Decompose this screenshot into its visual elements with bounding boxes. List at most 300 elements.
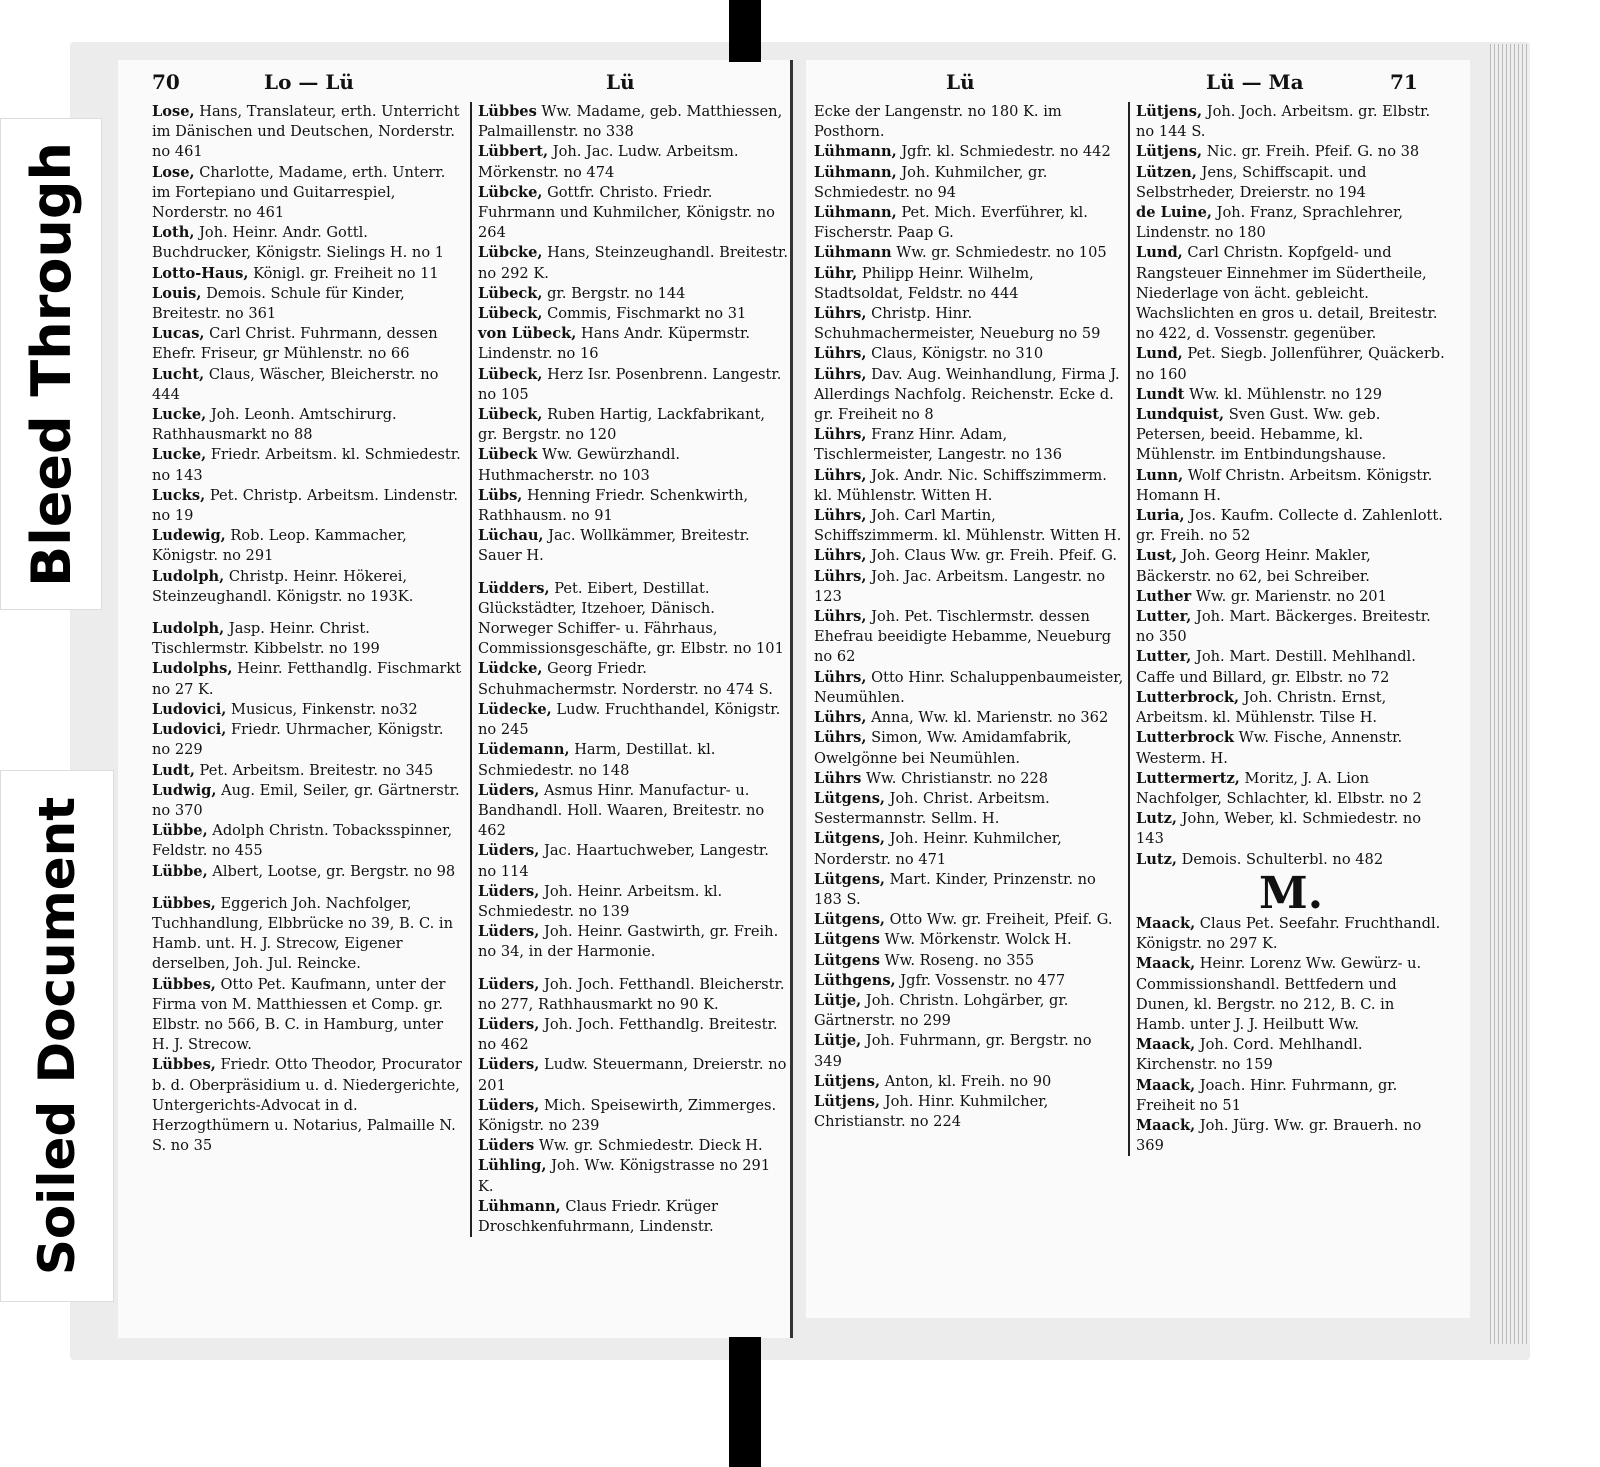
entry-details: Moritz, J. A. Lion Nachfolger, Schlachter, kl. Elbstr. no 2 <box>1136 769 1422 807</box>
entry-surname: Lose, <box>152 103 195 120</box>
entry-surname: Lübbes, <box>152 1056 216 1074</box>
entry-surname: Lübbert, <box>478 143 549 161</box>
directory-entry <box>1136 405 1446 466</box>
entry-details: Anton, kl. Freih. no 90 <box>884 1072 1052 1090</box>
directory-entry <box>152 102 462 163</box>
entry-details: Joh. Franz, Sprachlehrer, Lindenstr. no 180 <box>1136 204 1404 242</box>
entry-surname: Lütgens <box>814 931 880 949</box>
right-column-2 <box>1128 102 1446 1156</box>
right-column-2-lower <box>1136 914 1446 1156</box>
entry-surname: Ludt, <box>152 761 195 779</box>
entry-details: Joh. Joch. Fetthandl. Bleicherstr. no 277, Rathhausmarkt no 90 K. <box>478 975 785 1013</box>
directory-entry <box>814 1031 1124 1071</box>
directory-entry <box>152 1055 462 1156</box>
directory-entry <box>478 142 788 182</box>
entry-details: Christp. Hinr. Schuhmachermeister, Neueburg no 59 <box>814 305 1101 343</box>
entry-details: Joh. Joch. Arbeitsm. gr. Elbstr. no 144 S. <box>1136 103 1431 141</box>
entry-details: Philipp Heinr. Wilhelm, Stadtsoldat, Feldstr. no 444 <box>814 264 1034 302</box>
entry-surname: Maack, <box>1136 914 1196 932</box>
directory-entry <box>814 304 1124 344</box>
entry-details: Commis, Fischmarkt no 31 <box>547 305 747 323</box>
entry-details: Joh. Cord. Mehlhandl. Kirchenstr. no 159 <box>1136 1036 1363 1074</box>
directory-entry <box>1136 850 1446 870</box>
entry-details: Joh. Christn. Ernst, Arbeitsm. kl. Mühlenstr. Tilse H. <box>1136 688 1387 727</box>
entry-surname: Lüders, <box>478 1096 540 1114</box>
directory-entry <box>814 991 1124 1031</box>
directory-entry <box>152 659 462 699</box>
directory-entry <box>814 910 1124 930</box>
directory-entry <box>1136 809 1446 849</box>
directory-entry <box>152 700 462 720</box>
directory-entry <box>152 781 462 821</box>
entry-surname: Lüdecke, <box>478 700 552 718</box>
directory-entry <box>152 486 462 526</box>
directory-entry <box>152 821 462 861</box>
entry-details: Königl. gr. Freiheit no 11 <box>253 264 439 282</box>
entry-surname: Ludovici, <box>152 700 227 718</box>
entry-details: Musicus, Finkenstr. no32 <box>231 700 418 718</box>
entry-surname: Lüdcke, <box>478 660 543 678</box>
directory-entry <box>152 324 462 364</box>
directory-entry <box>814 789 1124 829</box>
entry-details: Joh. Mart. Destill. Mehlhandl. Caffe und Billard, gr. Elbstr. no 72 <box>1136 648 1416 686</box>
directory-entry <box>152 720 462 760</box>
directory-entry <box>1136 587 1446 607</box>
entry-surname: Lütjens, <box>814 1072 881 1090</box>
entry-details: Friedr. Uhrmacher, Königstr. no 229 <box>152 721 444 759</box>
entry-details: Anna, Ww. kl. Marienstr. no 362 <box>871 709 1109 727</box>
entry-details: Joh. Hinr. Kuhmilcher, Christianstr. no 224 <box>814 1092 1049 1131</box>
entry-surname: Lübeck <box>478 446 538 464</box>
entry-surname: Luttermertz, <box>1136 769 1240 787</box>
entry-details: Joh. Joch. Fetthandlg. Breitestr. no 462 <box>478 1015 778 1054</box>
entry-surname: Lüdders, <box>478 579 550 597</box>
entry-details: Ecke der Langenstr. no 180 K. im Posthorn. <box>814 103 1062 141</box>
entry-surname: von Lübeck, <box>478 325 577 343</box>
directory-entry <box>814 769 1124 789</box>
entry-details: Ludw. Steuermann, Dreierstr. no 201 <box>478 1056 787 1094</box>
entry-surname: Lüders, <box>478 923 540 941</box>
entry-surname: Lutter, <box>1136 608 1192 626</box>
entry-details: Carl Christn. Kopfgeld- und Rangsteuer Einnehmer im Südertheile, Niederlage von ächt. gebleicht. Wachslichten en gros u. detail, Breitestr. no 422, d. Vossenstr. gegenüber. <box>1136 244 1438 343</box>
directory-entry <box>152 761 462 781</box>
directory-entry <box>814 466 1124 506</box>
entry-details: Joh. Ww. Königstrasse no 291 K. <box>478 1157 771 1195</box>
entry-details: Jgfr. kl. Schmiedestr. no 442 <box>901 143 1111 161</box>
directory-entry <box>814 951 1124 971</box>
entry-details: Herz Isr. Posenbrenn. Langestr. no 105 <box>478 365 782 403</box>
entry-surname: Lund, <box>1136 244 1183 262</box>
entry-surname: Lundt <box>1136 385 1185 403</box>
directory-entry <box>478 579 788 660</box>
entry-details: Ww. Christianstr. no 228 <box>866 769 1049 787</box>
entry-surname: Lütgens, <box>814 870 886 888</box>
entry-details: Joh. Pet. Tischlermstr. dessen Ehefrau beeidigte Hebamme, Neueburg no 62 <box>814 608 1112 666</box>
entry-details: Mich. Speisewirth, Zimmerges. Königstr. no 239 <box>478 1096 777 1134</box>
directory-entry <box>152 284 462 324</box>
entry-surname: Lutterbrock <box>1136 729 1234 747</box>
entry-surname: Lucks, <box>152 486 206 504</box>
right-head-left: Lü <box>946 70 975 94</box>
directory-entry <box>478 841 788 881</box>
entry-details: Pet. Mich. Everführer, kl. Fischerstr. Paap G. <box>814 204 1088 242</box>
entry-details: Hans, Translateur, erth. Unterricht im Dänischen und Deutschen, Norderstr. no 461 <box>152 103 460 161</box>
entry-surname: Maack, <box>1136 1116 1196 1134</box>
directory-entry <box>478 324 788 364</box>
page-number-right: 71 <box>1390 70 1418 94</box>
entry-surname: Luria, <box>1136 507 1185 525</box>
directory-entry <box>814 243 1124 263</box>
entry-surname: Lührs, <box>814 567 867 585</box>
entry-details: Harm, Destillat. kl. Schmiedestr. no 148 <box>478 741 716 779</box>
directory-entry <box>814 829 1124 869</box>
directory-entry <box>478 183 788 244</box>
entry-surname: Lütgens, <box>814 830 886 848</box>
directory-entry <box>814 971 1124 991</box>
directory-entry <box>814 344 1124 364</box>
entry-surname: Lübbes <box>478 103 537 120</box>
directory-entry <box>478 1156 788 1196</box>
entry-surname: Lütjens, <box>1136 103 1203 120</box>
entry-surname: Lübbes, <box>152 894 216 912</box>
entry-details: Franz Hinr. Adam, Tischlermeister, Langestr. no 136 <box>814 426 1062 464</box>
entry-surname: Ludwig, <box>152 781 217 799</box>
directory-entry <box>152 163 462 224</box>
directory-entry <box>478 1136 788 1156</box>
entry-details: Ww. gr. Schmiedestr. no 105 <box>896 244 1107 262</box>
directory-entry <box>478 445 788 485</box>
entry-surname: Lühr, <box>814 264 858 282</box>
entry-surname: Maack, <box>1136 955 1196 973</box>
page-edges <box>1490 44 1530 1344</box>
directory-entry <box>814 365 1124 426</box>
entry-details: Jasp. Heinr. Christ. Tischlermstr. Kibbelstr. no 199 <box>152 620 380 658</box>
bleed-through-label: Bleed Through <box>0 118 102 610</box>
left-column-2 <box>470 102 788 1237</box>
entry-details: Joh. Heinr. Andr. Gottl. Buchdrucker, Königstr. Sielings H. no 1 <box>152 224 445 262</box>
entry-surname: Lührs, <box>814 729 867 747</box>
directory-entry <box>1136 243 1446 344</box>
entry-surname: Lütjens, <box>1136 143 1203 161</box>
left-head-range: Lo — Lü <box>264 70 354 94</box>
entry-surname: Lübeck, <box>478 365 543 383</box>
entry-details: Ww. gr. Marienstr. no 201 <box>1195 587 1387 605</box>
directory-entry <box>152 526 462 566</box>
entry-details: Joh. Mart. Bäckerges. Breitestr. no 350 <box>1136 608 1431 646</box>
entry-details: Aug. Emil, Seiler, gr. Gärtnerstr. no 370 <box>152 781 460 819</box>
entry-details: Ww. Fische, Annenstr. Westerm. H. <box>1136 729 1403 767</box>
entry-surname: Lübeck, <box>478 406 543 424</box>
section-letter-m: M. <box>1258 867 1324 919</box>
entry-surname: Lührs, <box>814 345 867 363</box>
directory-entry <box>814 506 1124 546</box>
directory-entry <box>1136 1076 1446 1116</box>
directory-entry <box>478 1096 788 1136</box>
entry-details: Asmus Hinr. Manufactur- u. Bandhandl. Holl. Waaren, Breitestr. no 462 <box>478 781 765 840</box>
entry-surname: Lutter, <box>1136 648 1192 666</box>
directory-entry <box>814 264 1124 304</box>
entry-surname: Louis, <box>152 284 202 302</box>
directory-entry <box>478 486 788 526</box>
right-head-range: Lü — Ma <box>1206 70 1304 94</box>
entry-details: Dav. Aug. Weinhandlung, Firma J. Allerdings Nachfolg. Reichenstr. Ecke d. gr. Freiheit no 8 <box>814 365 1120 424</box>
entry-surname: de Luine, <box>1136 204 1212 222</box>
entry-surname: Lübcke, <box>478 244 543 262</box>
entry-surname: Lührs, <box>814 547 867 565</box>
entry-details: Joh. Carl Martin, Schiffszimmerm. kl. Mühlenstr. Witten H. <box>814 507 1122 545</box>
entry-details: Joh. Heinr. Gastwirth, gr. Freih. no 34, in der Harmonie. <box>478 923 779 961</box>
entry-details: Jac. Haartuchweber, Langestr. no 114 <box>478 842 769 880</box>
entry-surname: Lust, <box>1136 547 1177 565</box>
entry-surname: Lucht, <box>152 365 205 383</box>
directory-entry <box>814 1072 1124 1092</box>
entry-surname: Lübbes, <box>152 975 216 993</box>
entry-details: Gottfr. Christo. Friedr. Fuhrmann und Kuhmilcher, Königstr. no 264 <box>478 183 775 242</box>
entry-details: Joh. Jac. Ludw. Arbeitsm. Mörkenstr. no 474 <box>478 143 739 181</box>
entry-details: Claus, Wäscher, Bleicherstr. no 444 <box>152 365 439 403</box>
entry-surname: Lotto-Haus, <box>152 264 249 282</box>
entry-details: Mart. Kinder, Prinzenstr. no 183 S. <box>814 870 1096 908</box>
entry-details: Joh. Heinr. Arbeitsm. kl. Schmiedestr. no 139 <box>478 882 723 920</box>
directory-entry <box>1136 546 1446 586</box>
entry-surname: Ludewig, <box>152 527 226 545</box>
right-page <box>806 60 1470 1318</box>
entry-surname: Lühling, <box>478 1157 547 1175</box>
entry-surname: Lundquist, <box>1136 406 1225 424</box>
directory-entry <box>478 243 788 283</box>
entry-details: Demois. Schulterbl. no 482 <box>1181 850 1384 868</box>
right-column-2-upper <box>1136 102 1446 870</box>
directory-entry <box>814 163 1124 203</box>
entry-details: Jens, Schiffscapit. und Selbstrheder, Dreierstr. no 194 <box>1136 163 1367 201</box>
directory-entry <box>478 102 788 142</box>
directory-entry <box>152 365 462 405</box>
entry-details: Heinr. Lorenz Ww. Gewürz- u. Commissionshandl. Bettfedern und Dunen, kl. Bergstr. no 212, B. C. in Hamb. unter J. J. Heilbutt Ww. <box>1136 955 1422 1033</box>
entry-details: Ww. Gewürzhandl. Huthmacherstr. no 103 <box>478 446 681 484</box>
directory-entry <box>1136 344 1446 384</box>
entry-surname: Lunn, <box>1136 466 1184 484</box>
directory-entry <box>814 546 1124 566</box>
directory-entry <box>814 203 1124 243</box>
entry-details: Joh. Claus Ww. gr. Freih. Pfeif. G. <box>871 547 1118 565</box>
entry-details: Pet. Arbeitsm. Breitestr. no 345 <box>199 761 434 779</box>
directory-entry <box>152 862 462 882</box>
directory-entry <box>478 304 788 324</box>
directory-entry <box>814 102 1124 142</box>
entry-details: Charlotte, Madame, erth. Unterr. im Fortepiano und Guitarrespiel, Norderstr. no 461 <box>152 163 446 222</box>
entry-details: Adolph Christn. Tobacksspinner, Feldstr. no 455 <box>152 822 453 860</box>
entry-details: Ww. Madame, geb. Matthiessen, Palmaillenstr. no 338 <box>478 103 783 141</box>
entry-surname: Lührs, <box>814 608 867 626</box>
entry-surname: Lüders, <box>478 882 540 900</box>
entry-surname: Lucas, <box>152 325 205 343</box>
entry-surname: Lüders, <box>478 975 540 993</box>
directory-entry <box>152 619 462 659</box>
entry-details: Ww. Roseng. no 355 <box>884 951 1035 969</box>
entry-surname: Lührs, <box>814 426 867 444</box>
entry-surname: Lührs, <box>814 365 867 383</box>
entry-surname: Lübbe, <box>152 862 208 880</box>
entry-surname: Lüders, <box>478 1056 540 1074</box>
directory-entry <box>478 284 788 304</box>
directory-entry <box>478 365 788 405</box>
left-head-right: Lü <box>606 70 635 94</box>
entry-surname: Luther <box>1136 587 1192 605</box>
directory-entry <box>1136 647 1446 687</box>
directory-entry <box>478 659 788 699</box>
entry-surname: Lühmann <box>814 244 892 262</box>
directory-entry <box>478 700 788 740</box>
entry-details: Demois. Schule für Kinder, Breitestr. no 361 <box>152 284 405 323</box>
entry-details: Eggerich Joh. Nachfolger, Tuchhandlung, Elbbrücke no 39, B. C. in Hamb. unt. H. J. Strecow, Eigener derselben, Joh. Jul. Reincke. <box>152 894 453 973</box>
entry-surname: Lüchau, <box>478 527 544 545</box>
entry-details: Carl Christ. Fuhrmann, dessen Ehefr. Friseur, gr Mühlenstr. no 66 <box>152 325 438 363</box>
entry-surname: Ludolph, <box>152 567 225 585</box>
entry-details: Otto Pet. Kaufmann, unter der Firma von M. Matthiessen et Comp. gr. Elbstr. no 566, B. C. in Hamburg, unter H. J. Strecow. <box>152 975 446 1054</box>
entry-details: Ruben Hartig, Lackfabrikant, gr. Bergstr. no 120 <box>478 406 765 444</box>
entry-surname: Ludolph, <box>152 620 225 638</box>
entry-surname: Lübs, <box>478 486 523 504</box>
directory-entry <box>1136 914 1446 954</box>
entry-details: Hans Andr. Küpermstr. Lindenstr. no 16 <box>478 325 751 363</box>
entry-details: Henning Friedr. Schenkwirth, Rathhausm. no 91 <box>478 486 749 525</box>
entry-details: Simon, Ww. Amidamfabrik, Owelgönne bei Neumühlen. <box>814 729 1072 767</box>
entry-surname: Lüders, <box>478 781 540 799</box>
entry-details: Claus Pet. Seefahr. Fruchthandl. Königstr. no 297 K. <box>1136 914 1441 953</box>
entry-details: Joh. Christ. Arbeitsm. Sestermannstr. Sellm. H. <box>814 789 1050 828</box>
entry-details: Jgfr. Vossenstr. no 477 <box>900 971 1066 989</box>
entry-details: Sven Gust. Ww. geb. Petersen, beeid. Hebamme, kl. Mühlenstr. im Entbindungshause. <box>1136 406 1387 464</box>
entry-details: gr. Bergstr. no 144 <box>547 284 686 302</box>
directory-entry <box>1136 203 1446 243</box>
entry-details: Pet. Christp. Arbeitsm. Lindenstr. no 19 <box>152 486 459 525</box>
directory-entry <box>1136 466 1446 506</box>
directory-entry <box>814 930 1124 950</box>
directory-entry <box>814 870 1124 910</box>
entry-surname: Lüdemann, <box>478 741 570 759</box>
entry-details: Georg Friedr. Schuhmachermstr. Norderstr. no 474 S. <box>478 660 773 698</box>
directory-entry <box>478 405 788 445</box>
entry-details: Joach. Hinr. Fuhrmann, gr. Freiheit no 51 <box>1136 1076 1398 1114</box>
entry-details: Joh. Jürg. Ww. gr. Brauerh. no 369 <box>1136 1116 1422 1155</box>
directory-entry <box>478 526 788 566</box>
entry-surname: Lütgens, <box>814 911 886 929</box>
entry-details: Joh. Kuhmilcher, gr. Schmiedestr. no 94 <box>814 163 1048 201</box>
entry-surname: Lütgens <box>814 951 880 969</box>
entry-details: John, Weber, kl. Schmiedestr. no 143 <box>1136 810 1422 848</box>
entry-surname: Lübcke, <box>478 183 543 201</box>
directory-entry <box>152 264 462 284</box>
entry-details: Otto Hinr. Schaluppenbaumeister, Neumühlen. <box>814 668 1124 706</box>
right-running-head <box>806 64 1470 98</box>
directory-entry <box>1136 142 1446 162</box>
directory-entry <box>152 445 462 485</box>
entry-surname: Lührs, <box>814 668 867 686</box>
entry-surname: Lüders <box>478 1137 535 1155</box>
directory-entry <box>478 922 788 962</box>
entry-surname: Lühmann, <box>814 163 897 181</box>
entry-details: Hans, Steinzeughandl. Breitestr. no 292 K. <box>478 244 788 282</box>
entry-details: Christp. Heinr. Hökerei, Steinzeughandl. Königstr. no 193K. <box>152 567 414 605</box>
entry-surname: Lüders, <box>478 1015 540 1033</box>
directory-entry <box>478 740 788 780</box>
entry-details: Joh. Georg Heinr. Makler, Bäckerstr. no 62, bei Schreiber. <box>1136 547 1371 585</box>
directory-entry <box>1136 1116 1446 1156</box>
entry-details: Joh. Leonh. Amtschirurg. Rathhausmarkt no 88 <box>152 406 397 444</box>
directory-entry <box>814 425 1124 465</box>
directory-entry <box>152 405 462 445</box>
directory-entry <box>1136 163 1446 203</box>
entry-surname: Lucke, <box>152 446 207 464</box>
directory-entry <box>1136 607 1446 647</box>
entry-surname: Lübbe, <box>152 822 208 840</box>
entry-surname: Ludolphs, <box>152 660 233 678</box>
left-running-head <box>118 64 790 98</box>
entry-details: Friedr. Otto Theodor, Procurator b. d. Oberpräsidium u. d. Niedergerichte, Untergerichts-Advocat in d. Herzogthümern u. Notarius, Palmaille N. S. no 35 <box>152 1056 462 1155</box>
directory-entry <box>1136 385 1446 405</box>
entry-surname: Lutz, <box>1136 850 1177 868</box>
entry-surname: Lüthgens, <box>814 971 896 989</box>
directory-entry <box>1136 688 1446 728</box>
directory-entry <box>814 1092 1124 1132</box>
entry-details: Claus Friedr. Krüger Droschkenfuhrmann, Lindenstr. <box>478 1197 719 1235</box>
page-number-left: 70 <box>152 70 180 94</box>
directory-entry <box>814 708 1124 728</box>
entry-surname: Lützen, <box>1136 163 1197 181</box>
directory-entry <box>1136 1035 1446 1075</box>
directory-entry <box>814 567 1124 607</box>
entry-details: Wolf Christn. Arbeitsm. Königstr. Homann H. <box>1136 466 1433 504</box>
entry-surname: Ludovici, <box>152 721 227 739</box>
directory-entry <box>152 975 462 1056</box>
entry-details: Rob. Leop. Kammacher, Königstr. no 291 <box>152 527 407 565</box>
directory-entry <box>1136 506 1446 546</box>
entry-details: Friedr. Arbeitsm. kl. Schmiedestr. no 143 <box>152 446 461 484</box>
directory-entry <box>1136 954 1446 1035</box>
entry-details: Pet. Eibert, Destillat. Glückstädter, Itzehoer, Dänisch. Norweger Schiffer- u. Fährhaus, Commissionsgeschäfte, gr. Elbstr. no 101 <box>478 579 784 658</box>
entry-surname: Lührs, <box>814 507 867 525</box>
directory-entry <box>814 142 1124 162</box>
entry-surname: Maack, <box>1136 1076 1196 1094</box>
entry-surname: Lührs, <box>814 305 867 323</box>
entry-details: Ww. kl. Mühlenstr. no 129 <box>1189 385 1383 403</box>
entry-details: Joh. Heinr. Kuhmilcher, Norderstr. no 471 <box>814 830 1062 868</box>
entry-surname: Lucke, <box>152 406 207 424</box>
entry-surname: Lühmann, <box>814 143 897 161</box>
directory-entry <box>1136 728 1446 768</box>
entry-details: Otto Ww. gr. Freiheit, Pfeif. G. <box>889 911 1113 929</box>
left-page <box>118 60 793 1338</box>
entry-details: Jos. Kaufm. Collecte d. Zahlenlott. gr. Freih. no 52 <box>1136 507 1443 545</box>
entry-surname: Lübeck, <box>478 305 543 323</box>
entry-details: Ww. gr. Schmiedestr. Dieck H. <box>538 1137 763 1155</box>
entry-details: Ludw. Fruchthandel, Königstr. no 245 <box>478 700 781 739</box>
directory-entry <box>152 894 462 975</box>
left-column-1 <box>152 102 462 1156</box>
directory-entry <box>814 728 1124 768</box>
directory-entry <box>478 882 788 922</box>
entry-details: Joh. Christn. Lohgärber, gr. Gärtnerstr. no 299 <box>814 991 1069 1030</box>
entry-surname: Lund, <box>1136 345 1183 363</box>
entry-surname: Lütgens, <box>814 789 886 807</box>
entry-details: Joh. Jac. Arbeitsm. Langestr. no 123 <box>814 567 1106 605</box>
directory-entry <box>152 567 462 607</box>
entry-surname: Lütje, <box>814 991 862 1009</box>
entry-surname: Lutterbrock, <box>1136 688 1240 706</box>
directory-entry <box>1136 102 1446 142</box>
book-binding-bottom <box>729 1337 761 1467</box>
directory-entry <box>478 781 788 842</box>
